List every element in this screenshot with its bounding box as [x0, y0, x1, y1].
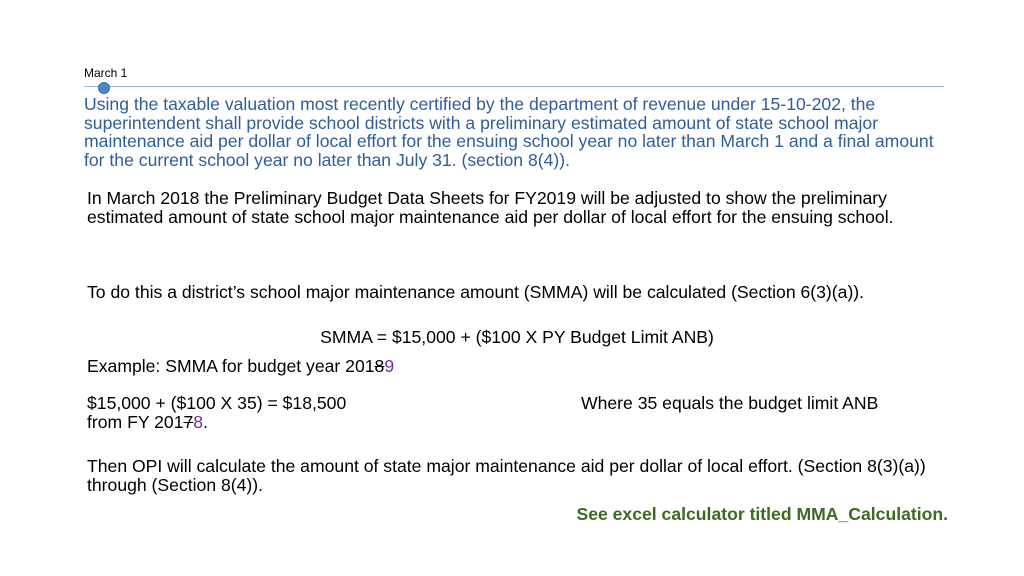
statute-text: Using the taxable valuation most recently certified by the department of revenue under 15-10-202, the superintendent shall provide school districts with a preliminary estimated amount of state school major maintenance aid per dollar of local effort for the ensuing school year no later than March 1 and a final amount for the current school year no later than July 31. (section 8(4)).: [84, 94, 934, 170]
calculation-where-text: Where 35 equals the budget limit ANB: [581, 393, 879, 413]
timeline-date-label: March 1: [84, 66, 128, 80]
example-prefix: Example: SMMA for budget year 201: [87, 356, 375, 376]
calculation-suffix: .: [203, 411, 208, 432]
example-line: [87, 357, 937, 376]
timeline-line: [84, 86, 944, 87]
calculation-new-digit: 8: [193, 411, 204, 432]
calculation-from-prefix: from FY 201: [87, 411, 184, 432]
calculation-from-line: [87, 413, 937, 432]
example-struck-digit: 8: [374, 356, 385, 376]
excel-calculator-note: See excel calculator titled MMA_Calculation.: [576, 504, 948, 524]
calculation-equation: $15,000 + ($100 X 35) = $18,500: [87, 393, 347, 413]
timeline-marker-icon: [98, 82, 110, 94]
paragraph-opi-calculation: Then OPI will calculate the amount of state major maintenance aid per dollar of local effort. (Section 8(3)(a)) through (Section 8(4)).: [87, 456, 926, 495]
calculation-struck-digit: 7: [183, 411, 194, 432]
paragraph-smma-calculation: To do this a district’s school major maintenance amount (SMMA) will be calculated (Section 6(3)(a)).: [87, 282, 865, 302]
smma-formula: SMMA = $15,000 + ($100 X PY Budget Limit ANB): [320, 327, 714, 347]
example-new-digit: 9: [384, 356, 395, 376]
paragraph-budget-data-sheets: In March 2018 the Preliminary Budget Data Sheets for FY2019 will be adjusted to show the preliminary estimated amount of state school major maintenance aid per dollar of local effort for the ensuing school.: [87, 188, 894, 227]
calculation-block: [87, 394, 937, 431]
